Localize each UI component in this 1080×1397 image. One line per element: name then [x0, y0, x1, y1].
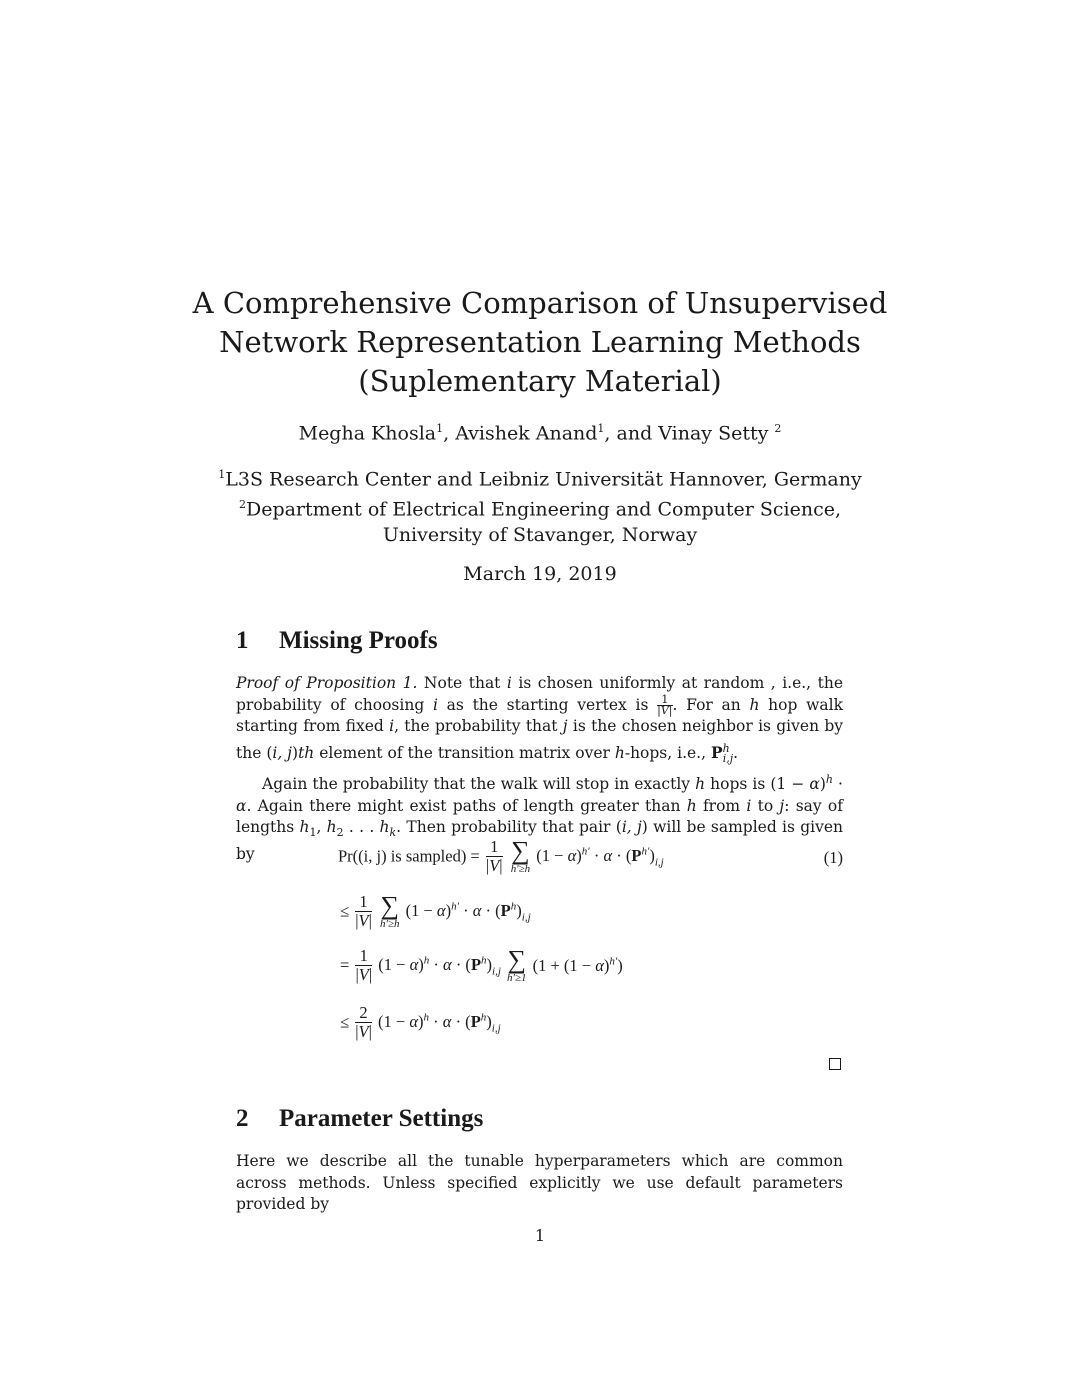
- proof-text: Again there might exist paths of length greater than: [257, 796, 687, 815]
- equation-number: (1): [823, 848, 843, 867]
- author-3: , and Vinay Setty: [604, 422, 775, 445]
- author-list: [0, 422, 1080, 444]
- author-3-affil: 2: [774, 422, 782, 435]
- proof-text: is chosen uniformly at random , i.e., the probability of choosing: [236, 674, 843, 714]
- page-number: 1: [534, 1226, 546, 1245]
- proof-text: to: [751, 796, 780, 815]
- affiliation-2-mark: 2: [238, 498, 246, 512]
- title-line-2: Network Representation Learning Methods: [219, 325, 861, 359]
- section-2-number: 2: [236, 1105, 249, 1132]
- affiliations: [0, 462, 1080, 548]
- equation-line-3: = $\frac{1}{|V|}$ $(1 - \alpha)^h \cdot \alpha \cdot (P^h)_{i,j}$ ∑ h′≥1 $(1 + (1 - \alpha)^{h'})$: [340, 944, 623, 984]
- author-1: Megha Khosla: [298, 422, 437, 445]
- proof-paragraph-1: Proof of Proposition 1. Note that i is chosen uniformly at random , i.e., the probability of choosing i as the starting vertex is $\frac{1}{|V|}$ . For an h hop walk starting from fixed i, the probability that j is the chosen neighbor is given by the (i, j)th element of the transition matrix over h-hops, i.e., $P^h_{i,j}$.: [236, 674, 844, 765]
- title-line-1: A Comprehensive Comparison of Unsupervised: [192, 286, 888, 320]
- section-1-number: 1: [236, 627, 249, 654]
- qed-symbol: [829, 1058, 841, 1070]
- proof-text: -hops, i.e.,: [624, 743, 711, 762]
- proof-text: element of the transition matrix over: [314, 743, 615, 762]
- affiliation-1-text: L3S Research Center and Leibniz Universität Hannover, Germany: [225, 468, 862, 491]
- affiliation-2: [0, 492, 1080, 522]
- affiliation-1-mark: 1: [218, 468, 226, 481]
- paper-title: [0, 284, 1080, 401]
- section-2-paragraph: Here we describe all the tunable hyperparameters which are common across methods. Unless specified explicitly we use default parameters provided by: [236, 1152, 843, 1213]
- author-2-affil: 1: [597, 422, 605, 435]
- section-1-title: Missing Proofs: [279, 627, 438, 654]
- equation-line-1: Pr((i, j) is sampled) = $\frac{1}{|V|}$ ∑ h′≥h $(1 - \alpha)^{h'} \cdot \alpha \cdot (P^{h'})_{i,j}$: [338, 835, 664, 875]
- equation-lhs: Pr((i, j) is sampled) =: [338, 846, 480, 866]
- section-2-title: Parameter Settings: [279, 1105, 484, 1132]
- proof-text: hop walk starting from fixed: [236, 695, 843, 735]
- section-2-body: [236, 1151, 843, 1216]
- proof-text: will be sampled is given by: [236, 818, 843, 863]
- proof-text: hops is: [705, 775, 771, 794]
- author-1-affil: 1: [436, 422, 444, 435]
- affiliation-2-cont: University of Stavanger, Norway: [382, 523, 698, 546]
- equation-line-2: ≤ $\frac{1}{|V|}$ ∑ h′≥h $(1 - \alpha)^{h'} \cdot \alpha \cdot (P^h)_{i,j}$: [340, 890, 531, 930]
- proof-text: is the chosen neighbor is given by the: [236, 717, 844, 762]
- paper-date: March 19, 2019: [463, 563, 617, 585]
- proof-head: Proof of Proposition 1.: [236, 674, 418, 692]
- proof-text: Again the probability that the walk will stop in exactly: [262, 775, 696, 794]
- affiliation-1: [0, 462, 1080, 492]
- proof-text: : say of lengths: [236, 796, 843, 837]
- affiliation-2-text: Department of Electrical Engineering and Computer Science,: [245, 498, 842, 521]
- proof-text: , the probability that: [394, 717, 563, 735]
- equation-line-4: ≤ $\frac{2}{|V|}$ $(1 - \alpha)^h \cdot \alpha \cdot (P^h)_{i,j}$: [340, 1003, 501, 1041]
- section-2-heading: [236, 1105, 483, 1133]
- author-2: , Avishek Anand: [443, 422, 598, 445]
- proof-paragraph-2: Again the probability that the walk will stop in exactly h hops is $(1 - \alpha)^h \cdot \alpha$. Again there might exist paths of length greater than h from i to j: say of lengths $h_1$, $h_2$ . . . $h_k$. Then probability that pair (i, j) will be sampled is given by: [236, 773, 843, 863]
- proof-body: [236, 673, 843, 866]
- proof-text: Note that: [417, 674, 507, 692]
- proof-text: as the starting vertex is: [437, 695, 658, 714]
- proof-text: . Then probability that pair: [396, 818, 616, 837]
- proof-text: from: [696, 796, 747, 815]
- proof-text: . For an: [672, 695, 750, 714]
- title-line-3: (Suplementary Material): [358, 364, 722, 398]
- section-1-heading: [236, 627, 438, 655]
